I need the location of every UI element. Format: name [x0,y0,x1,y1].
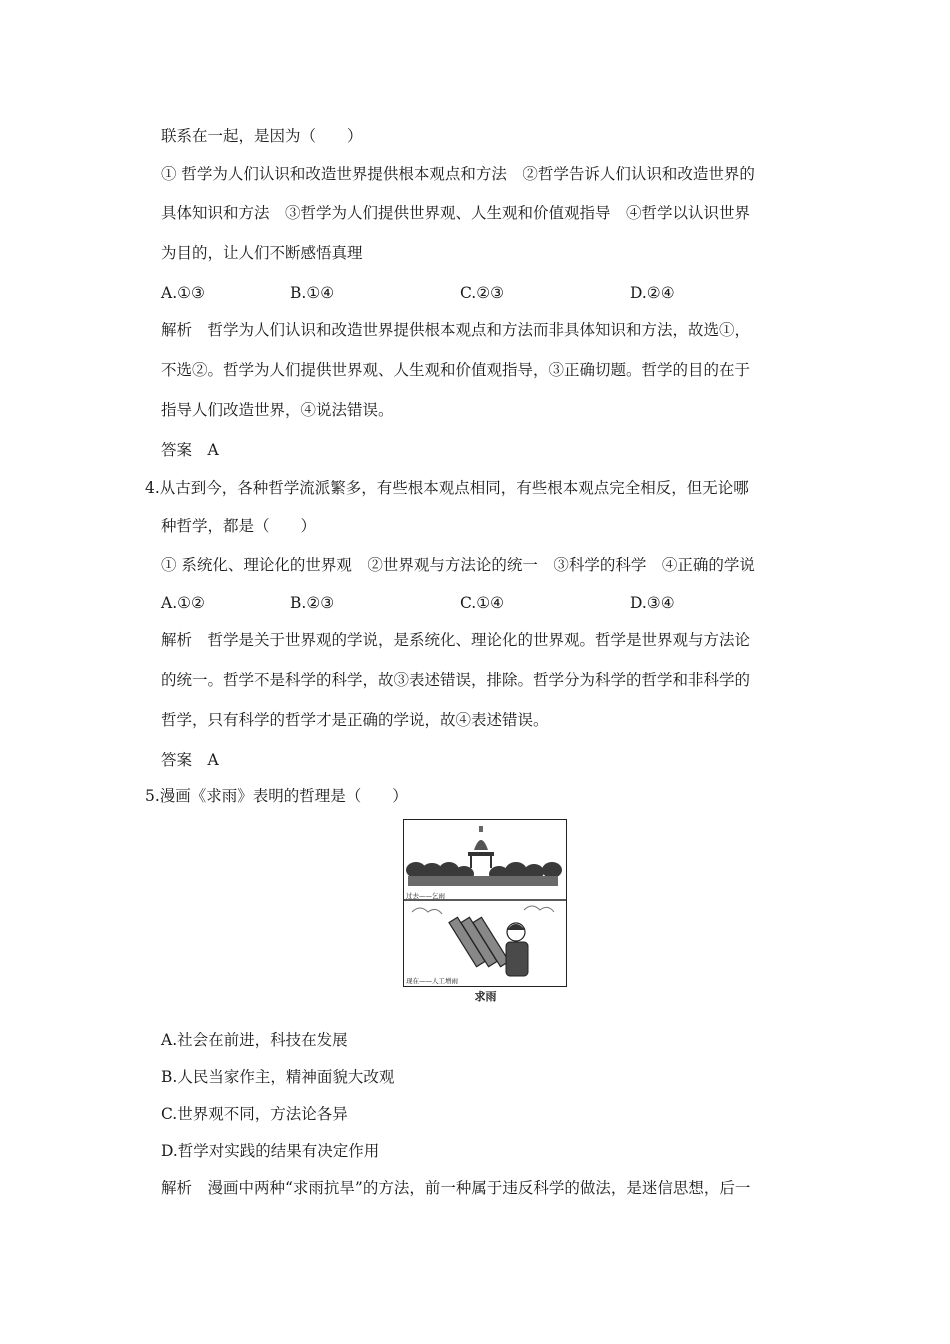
q3-item-line-1: ① 哲学为人们认识和改造世界提供根本观点和方法 ②哲学告诉人们认识和改造世界的 [161,165,755,183]
q5-option-c: C.世界观不同，方法论各异 [161,1105,348,1123]
q5-analysis-line-1: 解析 漫画中两种“求雨抗旱”的方法，前一种属于违反科学的做法，是迷信思想，后一 [161,1179,751,1197]
rocket-launcher-icon [449,917,509,966]
rain-cartoon-illustration [404,820,566,986]
q5-stem: 5.漫画《求雨》表明的哲理是（ ） [145,787,408,805]
q4-items: ① 系统化、理论化的世界观 ②世界观与方法论的统一 ③科学的科学 ④正确的学说 [161,556,755,574]
q3-option-c: C.②③ [460,284,505,302]
q4-analysis-line-3: 哲学，只有科学的哲学才是正确的学说，故④表述错误。 [161,711,549,729]
q4-option-d: D.③④ [630,594,675,612]
q4-analysis-line-2: 的统一。哲学不是科学的科学，故③表述错误，排除。哲学分为科学的哲学和非科学的 [161,671,751,689]
q5-option-d: D.哲学对实践的结果有决定作用 [161,1142,380,1160]
q4-analysis-line-1: 解析 哲学是关于世界观的学说，是系统化、理论化的世界观。哲学是世界观与方法论 [161,631,751,649]
q5-option-a: A.社会在前进，科技在发展 [161,1031,348,1049]
q4-option-c: C.①④ [460,594,505,612]
q3-option-d: D.②④ [630,284,675,302]
figure-top-label: 过去——乞雨 [406,892,445,900]
rain-cartoon-figure [403,819,567,987]
figure-caption: 求雨 [474,990,497,1003]
figure-bottom-label: 现在——人工增雨 [406,977,458,985]
q3-stem-tail: 联系在一起，是因为（ ） [161,127,363,145]
soldier-icon [506,923,528,976]
q4-answer: 答案 A [161,751,219,769]
kneeling-crowd-icon [406,862,562,886]
q3-analysis-line-2: 不选②。哲学为人们提供世界观、人生观和价值观指导，③正确切题。哲学的目的在于 [161,361,751,379]
q3-item-line-2: 具体知识和方法 ③哲学为人们提供世界观、人生观和价值观指导 ④哲学以认识世界 [161,204,751,222]
q4-option-b: B.②③ [290,594,335,612]
q5-option-b: B.人民当家作主，精神面貌大改观 [161,1068,395,1086]
q3-option-a: A.①③ [161,284,205,302]
q4-stem-line-2: 种哲学，都是（ ） [161,517,317,535]
cloud-icon [412,906,554,914]
q4-stem-line-1: 4.从古到今，各种哲学流派繁多，有些根本观点相同，有些根本观点完全相反，但无论哪 [145,479,749,497]
q3-analysis-line-3: 指导人们改造世界，④说法错误。 [161,401,394,419]
q3-item-line-3: 为目的，让人们不断感悟真理 [161,244,363,262]
q3-analysis-line-1: 解析 哲学为人们认识和改造世界提供根本观点和方法而非具体知识和方法，故选①， [161,321,751,339]
q3-option-b: B.①④ [290,284,335,302]
q4-option-a: A.①② [161,594,205,612]
q3-answer: 答案 A [161,441,219,459]
altar-icon [468,826,494,868]
